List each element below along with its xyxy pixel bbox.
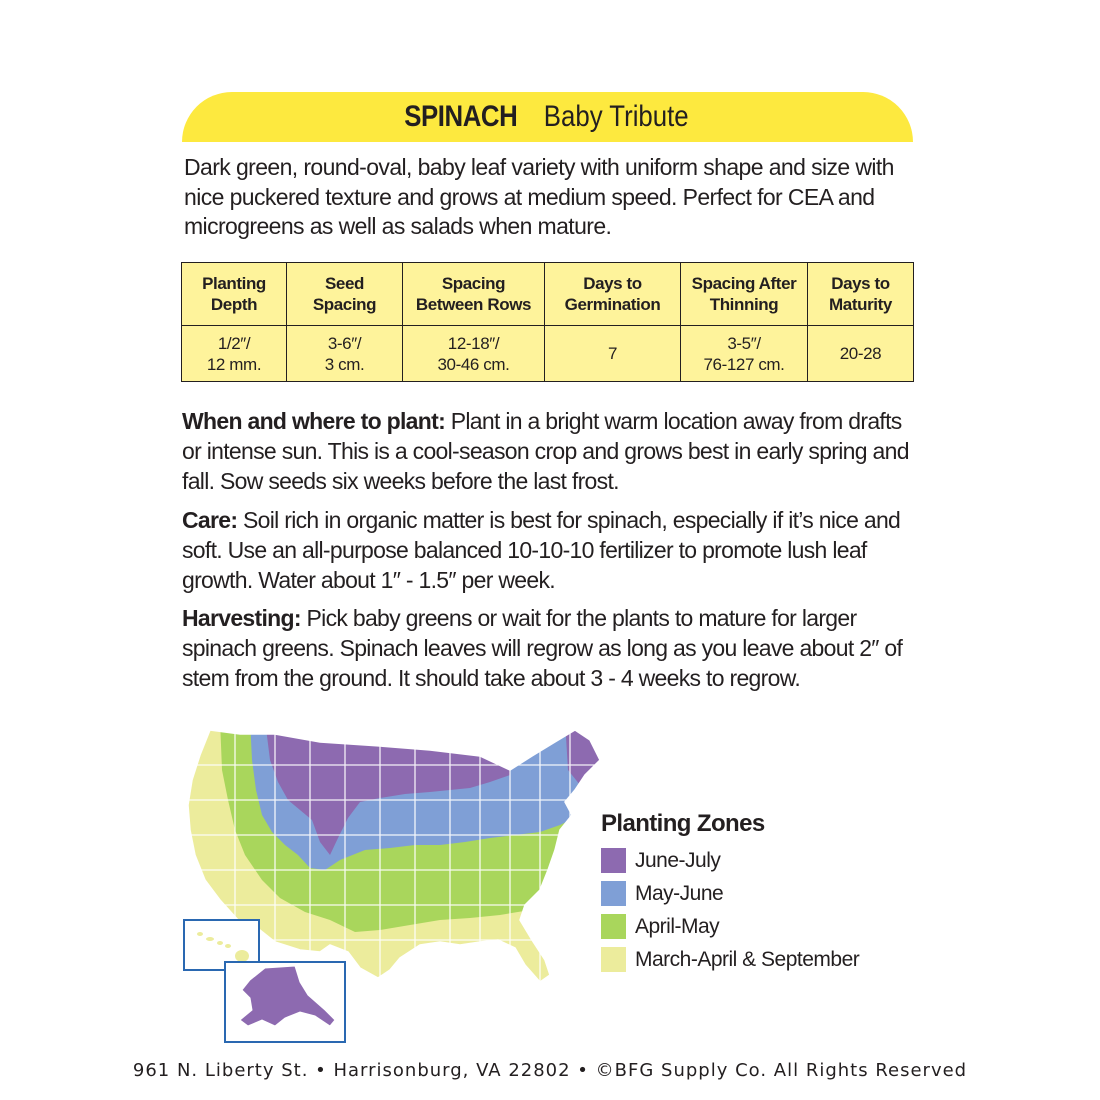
legend-label: April-May <box>635 914 720 938</box>
alaska-inset <box>225 962 345 1042</box>
cell-planting-depth: 1/2″/ 12 mm. <box>182 326 287 382</box>
legend-swatch-june-july <box>601 848 626 873</box>
planting-zone-map <box>180 720 620 1050</box>
legend-swatch-april-may <box>601 914 626 939</box>
header-days-to-germination: Days to Germination <box>545 263 681 326</box>
header-seed-spacing: Seed Spacing <box>287 263 403 326</box>
legend-label: June-July <box>635 848 721 872</box>
legend-swatch-may-june <box>601 881 626 906</box>
legend-label: March-April & September <box>635 947 860 971</box>
legend-label: May-June <box>635 881 724 905</box>
header-spacing-after-thinning: Spacing After Thinning <box>681 263 808 326</box>
legend-item-may-june <box>601 877 861 910</box>
cell-spacing-after-thinning: 3-5″/ 76-127 cm. <box>681 326 808 382</box>
header-planting-depth: Planting Depth <box>182 263 287 326</box>
cell-days-to-maturity: 20-28 <box>808 326 914 382</box>
harvesting-label: Harvesting: <box>182 605 301 631</box>
harvesting-text: Pick baby greens or wait for the plants to mature for larger spinach greens. Spinach leaves will regrow as long as you leave about 2″ of stem from the ground. It should take about 3 - 4 weeks to regrow. <box>182 605 903 691</box>
cell-seed-spacing: 3-6″/ 3 cm. <box>287 326 403 382</box>
legend-item-june-july <box>601 844 861 877</box>
legend-item-april-may <box>601 910 861 943</box>
title-banner <box>182 92 913 142</box>
care-section <box>182 505 917 595</box>
planting-specs-table <box>181 262 914 382</box>
table-header-row <box>182 263 914 326</box>
product-name: SPINACH <box>403 100 517 133</box>
legend-item-march-april-september <box>601 943 861 976</box>
care-text: Soil rich in organic matter is best for spinach, especially if it’s nice and soft. Use an all-purpose balanced 10-10-10 fertilizer to promote lush leaf growth. Water about 1″ - 1.5″ per week. <box>182 507 901 593</box>
header-days-to-maturity: Days to Maturity <box>808 263 914 326</box>
when-where-label: When and where to plant: <box>182 408 446 434</box>
cell-spacing-between-rows: 12-18″/ 30-46 cm. <box>403 326 545 382</box>
legend-swatch-march-april-september <box>601 947 626 972</box>
harvesting-section <box>182 603 917 693</box>
footer-address: 961 N. Liberty St. • Harrisonburg, VA 22802 • ©BFG Supply Co. All Rights Reserved <box>132 1060 968 1081</box>
when-where-text: Plant in a bright warm location away from drafts or intense sun. This is a cool-season crop and grows best in early spring and fall. Sow seeds six weeks before the last frost. <box>182 408 909 494</box>
planting-zones-legend <box>601 810 861 976</box>
legend-title: Planting Zones <box>601 810 765 837</box>
us-map-graphic <box>180 720 620 1050</box>
cell-days-to-germination: 7 <box>545 326 681 382</box>
product-description: Dark green, round-oval, baby leaf variety with uniform shape and size with nice puckered texture and grows at medium speed. Perfect for CEA and microgreens as well as salads when mature. <box>184 154 894 239</box>
variety-name: Baby Tribute <box>543 100 689 133</box>
table-row <box>182 326 914 382</box>
when-where-section <box>182 406 917 496</box>
care-label: Care: <box>182 507 238 533</box>
header-spacing-between-rows: Spacing Between Rows <box>403 263 545 326</box>
